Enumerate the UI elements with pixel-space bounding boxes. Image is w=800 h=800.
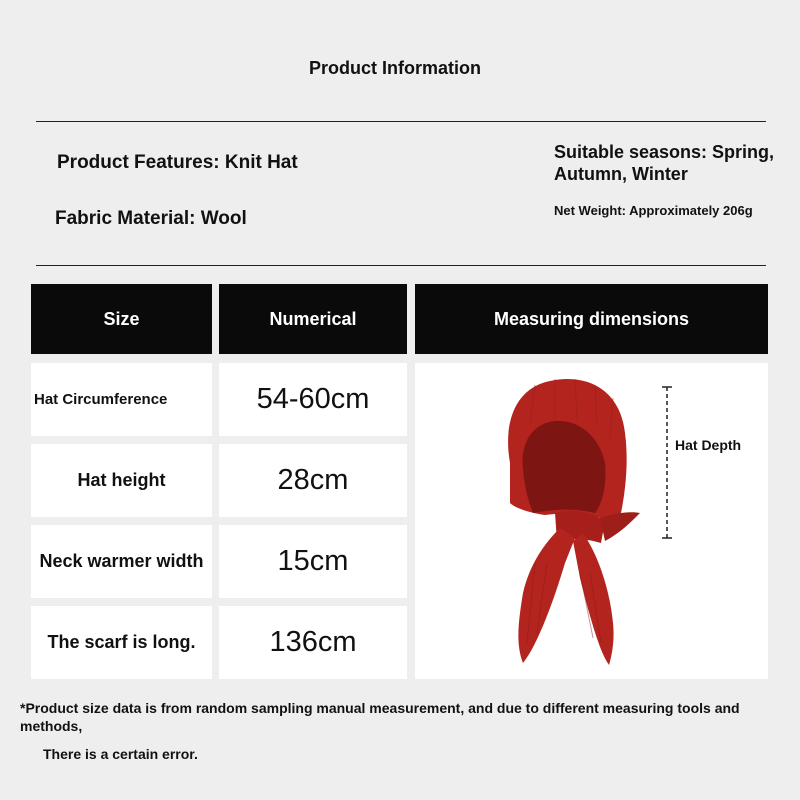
row-label-scarf-length: The scarf is long. — [31, 606, 212, 679]
measurement-note: *Product size data is from random sampling manual measurement, and due to different measuring tools and methods, — [20, 700, 740, 734]
hat-depth-marker — [662, 387, 672, 538]
row-value-scarf-length: 136cm — [219, 606, 407, 679]
product-features: Product Features: Knit Hat — [57, 152, 298, 173]
hat-image-cell — [415, 363, 768, 679]
row-value-neck-warmer-width: 15cm — [219, 525, 407, 598]
bottom-divider — [36, 265, 766, 266]
page-title: Product Information — [309, 58, 481, 78]
net-weight: Net Weight: Approximately 206g — [554, 203, 753, 218]
header-measuring-dimensions: Measuring dimensions — [415, 284, 768, 354]
row-label-hat-circumference: Hat Circumference — [31, 363, 212, 436]
header-size: Size — [31, 284, 212, 354]
fabric-material: Fabric Material: Wool — [55, 208, 247, 229]
header-numerical: Numerical — [219, 284, 407, 354]
row-value-hat-circumference: 54-60cm — [219, 363, 407, 436]
knit-hood-image — [415, 363, 768, 679]
top-divider — [36, 121, 766, 122]
row-label-neck-warmer-width: Neck warmer width — [31, 525, 212, 598]
hat-depth-label: Hat Depth — [675, 437, 742, 453]
error-note: There is a certain error. — [43, 746, 198, 762]
row-label-hat-height: Hat height — [31, 444, 212, 517]
row-value-hat-height: 28cm — [219, 444, 407, 517]
suitable-seasons: Suitable seasons: Spring, Autumn, Winter — [554, 142, 775, 184]
